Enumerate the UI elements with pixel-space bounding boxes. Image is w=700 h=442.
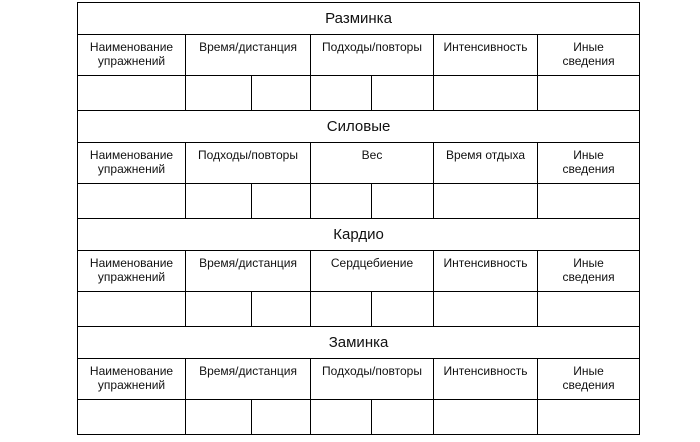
column-header — [538, 359, 640, 400]
section-title: Разминка — [78, 3, 640, 35]
column-header-text: Вес — [361, 148, 383, 162]
column-header-text: Подходы/повторы — [322, 364, 422, 378]
column-header-row — [78, 143, 640, 184]
column-header — [311, 359, 434, 400]
column-header — [78, 251, 186, 292]
column-header-text: Подходы/повторы — [322, 40, 422, 54]
entry-cell[interactable] — [538, 292, 640, 327]
entry-cell[interactable] — [252, 400, 311, 435]
entry-row — [78, 292, 640, 327]
entry-cell[interactable] — [78, 76, 186, 111]
column-header-row — [78, 359, 640, 400]
column-header — [538, 35, 640, 76]
section-title-row — [78, 111, 640, 143]
column-header — [311, 35, 434, 76]
column-header-text: Время/дистанция — [199, 256, 297, 270]
entry-cell[interactable] — [372, 184, 434, 219]
column-header — [434, 35, 538, 76]
column-header-text: Время/дистанция — [199, 40, 297, 54]
column-header-text: упражнений — [97, 270, 166, 284]
column-header-text: Иные — [573, 148, 604, 162]
entry-cell[interactable] — [538, 400, 640, 435]
column-header-text: Время отдыха — [445, 148, 526, 162]
column-header-text: Интенсивность — [443, 40, 528, 54]
column-header-text: Иные — [573, 256, 604, 270]
column-header — [311, 143, 434, 184]
entry-cell[interactable] — [434, 76, 538, 111]
column-header — [186, 143, 311, 184]
column-header — [186, 251, 311, 292]
entry-cell[interactable] — [311, 400, 372, 435]
entry-cell[interactable] — [538, 184, 640, 219]
entry-cell[interactable] — [372, 400, 434, 435]
workout-table — [77, 2, 640, 435]
column-header-text: Наименование — [89, 148, 174, 162]
column-header-text: упражнений — [97, 54, 166, 68]
entry-cell[interactable] — [311, 184, 372, 219]
entry-cell[interactable] — [78, 292, 186, 327]
column-header-text: сведения — [562, 378, 615, 392]
section-title: Силовые — [78, 111, 640, 143]
column-header-text: Наименование — [89, 40, 174, 54]
column-header-text: сведения — [562, 54, 615, 68]
entry-cell[interactable] — [538, 76, 640, 111]
entry-cell[interactable] — [186, 76, 252, 111]
column-header — [434, 359, 538, 400]
column-header-text: упражнений — [97, 162, 166, 176]
column-header-text: Наименование — [89, 364, 174, 378]
column-header — [538, 251, 640, 292]
entry-cell[interactable] — [252, 184, 311, 219]
column-header — [186, 35, 311, 76]
entry-cell[interactable] — [252, 76, 311, 111]
section-title: Заминка — [78, 327, 640, 359]
column-header — [186, 359, 311, 400]
section-title-row — [78, 327, 640, 359]
column-header-text: сведения — [562, 162, 615, 176]
entry-cell[interactable] — [311, 292, 372, 327]
column-header-text: Интенсивность — [443, 364, 528, 378]
workout-sheet — [77, 2, 639, 435]
column-header-text: Подходы/повторы — [198, 148, 298, 162]
entry-cell[interactable] — [311, 76, 372, 111]
column-header-text: Наименование — [89, 256, 174, 270]
column-header-text: Иные — [573, 40, 604, 54]
entry-row — [78, 76, 640, 111]
column-header-row — [78, 35, 640, 76]
entry-cell[interactable] — [434, 292, 538, 327]
column-header — [538, 143, 640, 184]
entry-cell[interactable] — [186, 292, 252, 327]
column-header-text: Иные — [573, 364, 604, 378]
entry-cell[interactable] — [434, 400, 538, 435]
entry-cell[interactable] — [434, 184, 538, 219]
section-title-row — [78, 3, 640, 35]
entry-row — [78, 400, 640, 435]
column-header-text: Сердцебиение — [330, 256, 414, 270]
column-header-text: упражнений — [97, 378, 166, 392]
column-header-text: Интенсивность — [443, 256, 528, 270]
column-header — [434, 251, 538, 292]
column-header — [78, 35, 186, 76]
entry-cell[interactable] — [372, 292, 434, 327]
column-header — [78, 143, 186, 184]
column-header — [78, 359, 186, 400]
column-header-text: Время/дистанция — [199, 364, 297, 378]
entry-cell[interactable] — [252, 292, 311, 327]
entry-cell[interactable] — [78, 184, 186, 219]
entry-cell[interactable] — [186, 184, 252, 219]
entry-cell[interactable] — [186, 400, 252, 435]
entry-cell[interactable] — [372, 76, 434, 111]
entry-row — [78, 184, 640, 219]
section-title-row — [78, 219, 640, 251]
column-header — [434, 143, 538, 184]
section-title: Кардио — [78, 219, 640, 251]
column-header — [311, 251, 434, 292]
column-header-text: сведения — [562, 270, 615, 284]
entry-cell[interactable] — [78, 400, 186, 435]
column-header-row — [78, 251, 640, 292]
